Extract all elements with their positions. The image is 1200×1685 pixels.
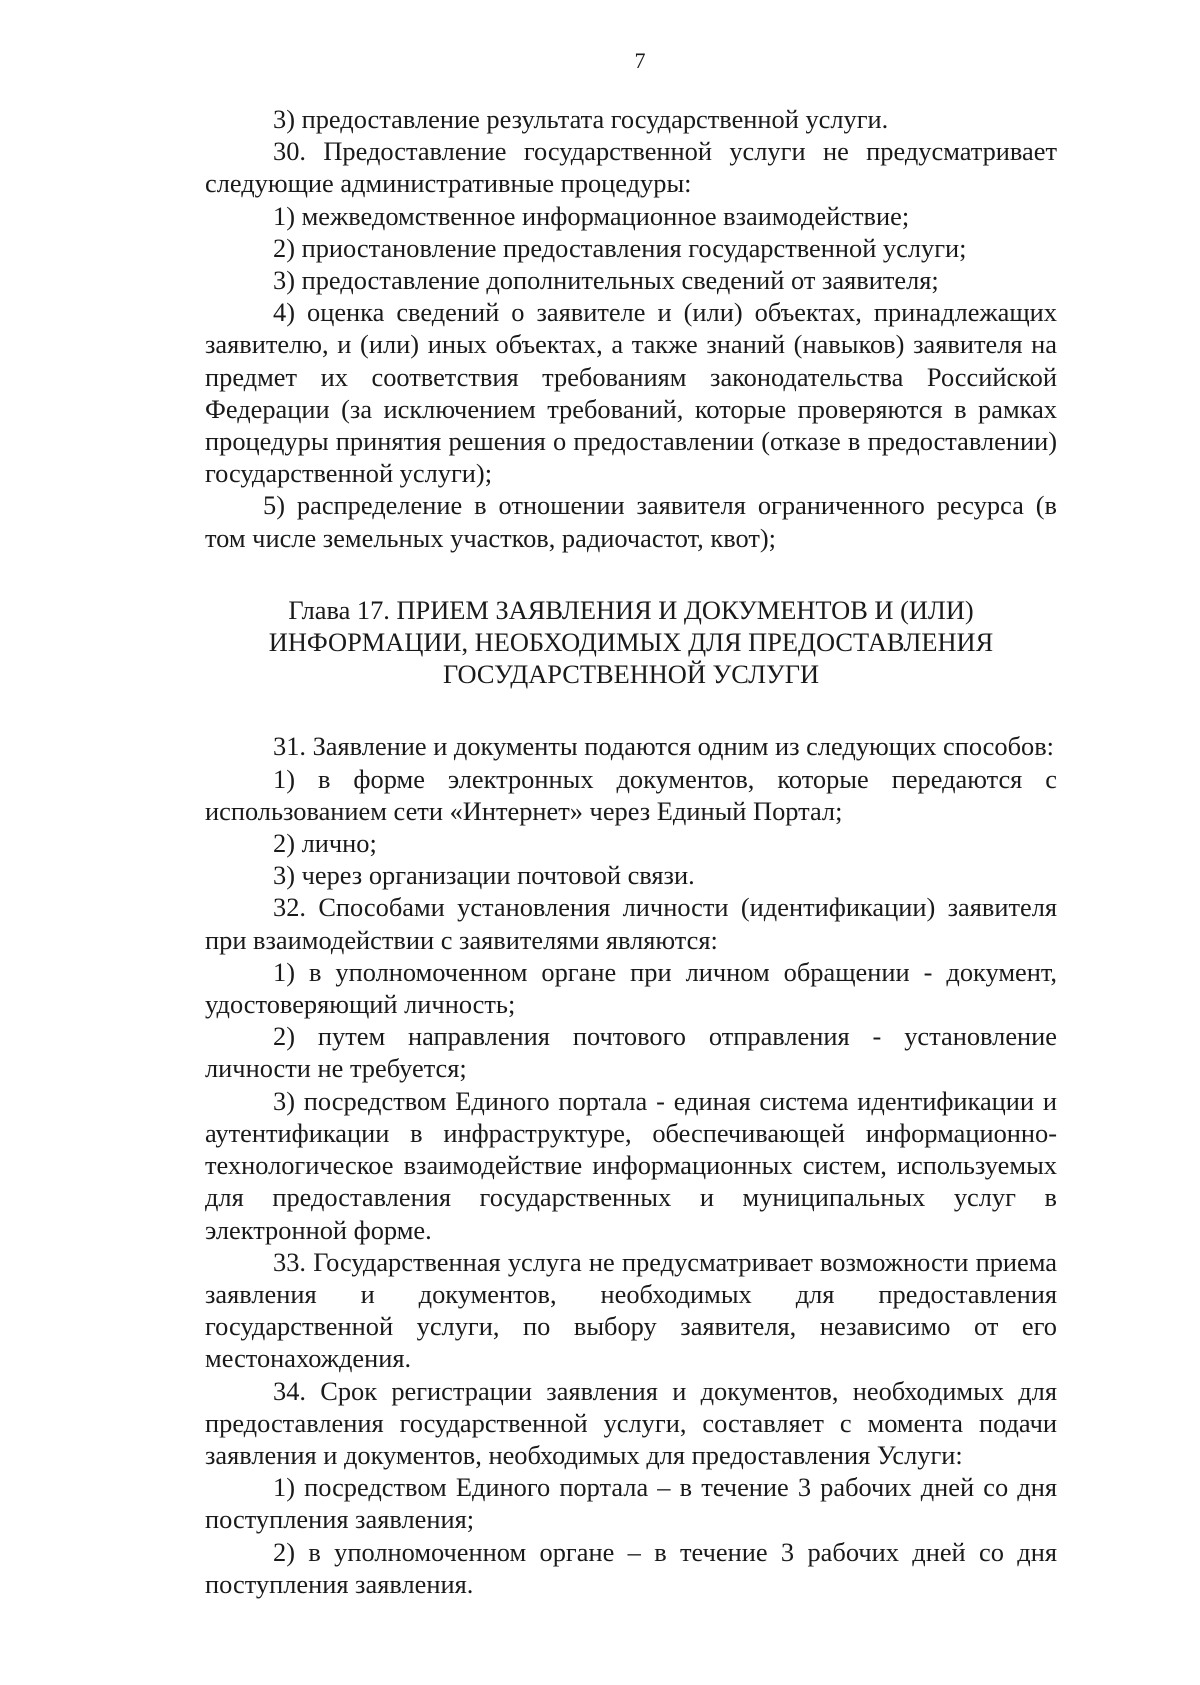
chapter-heading-line: ИНФОРМАЦИИ, НЕОБХОДИМЫХ ДЛЯ ПРЕДОСТАВЛЕНИЯ — [268, 627, 994, 658]
chapter-heading-line: ГОСУДАРСТВЕННОЙ УСЛУГИ — [442, 659, 820, 690]
page-number: 7 — [634, 48, 646, 73]
chapter-heading — [205, 594, 1057, 691]
paragraph: 2) приостановление предоставления государственной услуги; — [273, 232, 967, 263]
chapter-heading-line: Глава 17. ПРИЕМ ЗАЯВЛЕНИЯ И ДОКУМЕНТОВ И (ИЛИ) — [288, 594, 974, 625]
paragraph: 34. Срок регистрации заявления и документов, необходимых для предоставления государственной услуги, составляет с момента подачи заявления и документов, необходимых для предоставления Услуги: — [205, 1375, 1057, 1470]
paragraph: 33. Государственная услуга не предусматривает возможности приема заявления и документов, необходимых для предоставления государственной услуги, по выбору заявителя, независимо от его местонахождения. — [205, 1246, 1057, 1374]
paragraph: 3) через организации почтовой связи. — [273, 860, 695, 891]
paragraph: 2) лично; — [273, 828, 377, 859]
paragraph: 3) предоставление дополнительных сведений от заявителя; — [273, 265, 939, 296]
document-body — [205, 103, 1057, 1600]
paragraph: 4) оценка сведений о заявителе и (или) объектах, принадлежащих заявителю, и (или) иных объектах, а также знаний (навыков) заявителя на предмет их соответствия требованиям законодательства Российской Федерации (за исключением требований, которые проверяются в рамках процедуры принятия решения о предоставлении (отказе в предоставлении) государственной услуги); — [205, 297, 1057, 489]
paragraph: 1) межведомственное информационное взаимодействие; — [273, 200, 910, 231]
paragraph: 1) посредством Единого портала – в течение 3 рабочих дней со дня поступления заявления; — [205, 1472, 1057, 1535]
paragraph: 3) предоставление результата государственной услуги. — [273, 104, 889, 134]
paragraph: 32. Способами установления личности (идентификации) заявителя при взаимодействии с заявителями являются: — [205, 892, 1057, 955]
paragraph: 1) в форме электронных документов, которые передаются с использованием сети «Интернет» через Единый Портал; — [205, 763, 1057, 826]
paragraph: 2) путем направления почтового отправления - установление личности не требуется; — [205, 1021, 1057, 1084]
paragraph: 2) в уполномоченном органе – в течение 3 рабочих дней со дня поступления заявления. — [205, 1536, 1057, 1599]
paragraph: 3) посредством Единого портала - единая система идентификации и аутентификации в инфраструктуре, обеспечивающей информационно-технологическое взаимодействие информационных систем, используемых для предоставления государственных и муниципальных услуг в электронной форме. — [205, 1085, 1057, 1245]
paragraph: 30. Предоставление государственной услуги не предусматривает следующие административные процедуры: — [205, 136, 1057, 199]
paragraph: 31. Заявление и документы подаются одним из следующих способов: — [273, 731, 1055, 762]
paragraph: 1) в уполномоченном органе при личном обращении - документ, удостоверяющий личность; — [205, 956, 1057, 1020]
paragraph: 5) распределение в отношении заявителя ограниченного ресурса (в том числе земельных участков, радиочастот, квот); — [205, 490, 1057, 553]
